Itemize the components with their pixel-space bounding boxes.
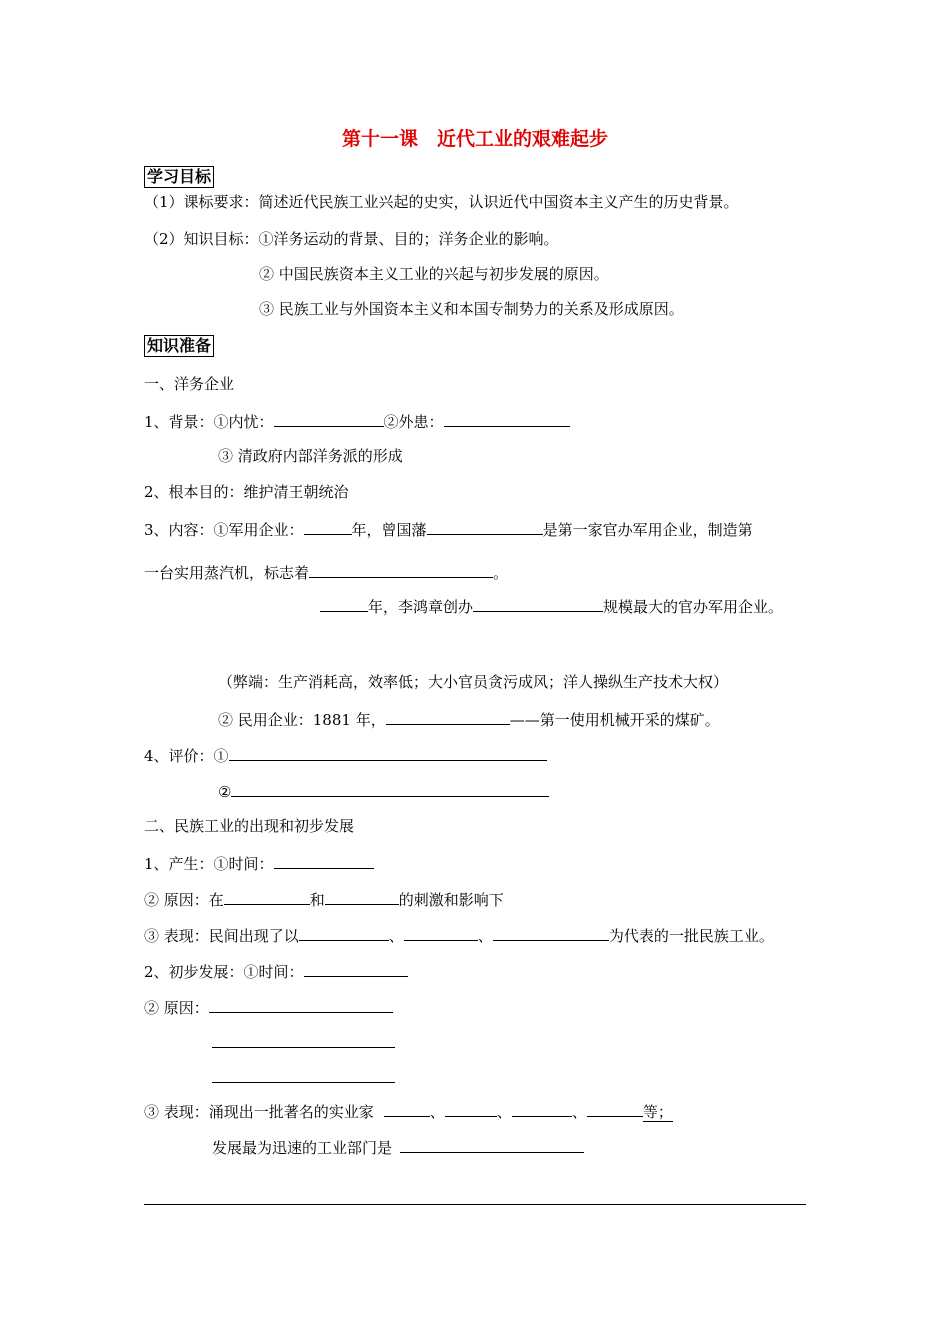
- label: 、: [429, 1103, 445, 1121]
- blank-field[interactable]: [512, 1100, 572, 1117]
- blank-field[interactable]: [386, 708, 510, 725]
- section-heading-prep: 知识准备: [144, 335, 214, 357]
- label: ②: [218, 783, 232, 801]
- part1-heading: 一、洋务企业: [144, 375, 235, 393]
- label: 3、内容：①军用企业：: [144, 521, 304, 539]
- goal-line-1: （1）课标要求：简述近代民族工业兴起的史实，认识近代中国资本主义产生的历史背景。: [144, 193, 739, 211]
- label: ② 原因：在: [144, 891, 224, 909]
- blank-field[interactable]: [299, 924, 389, 941]
- blank-field[interactable]: [309, 561, 493, 578]
- section-heading-goals: 学习目标: [144, 166, 214, 188]
- label: 和: [309, 891, 325, 909]
- blank-field[interactable]: [445, 1100, 497, 1117]
- goal-line-4: ③ 民族工业与外国资本主义和本国专制势力的关系及形成原因。: [259, 300, 684, 318]
- development-reason-line-2: [212, 1031, 395, 1053]
- label: ② 民用企业：1881 年，: [218, 711, 386, 729]
- blank-field[interactable]: [400, 1136, 584, 1153]
- development-performance-line: [144, 1100, 673, 1122]
- label: 为代表的一批民族工业。: [608, 927, 774, 945]
- label: 是第一家官办军用企业，制造第: [542, 521, 753, 539]
- blank-field[interactable]: [231, 780, 549, 797]
- origin-time-line: [144, 852, 374, 874]
- blank-field[interactable]: [427, 518, 543, 535]
- evaluation-line-1: [144, 744, 547, 766]
- blank-field[interactable]: [384, 1100, 430, 1117]
- label: 、: [388, 927, 404, 945]
- label: 规模最大的官办军用企业。: [603, 598, 784, 616]
- blank-field[interactable]: [209, 996, 393, 1013]
- blank-field[interactable]: [325, 888, 399, 905]
- label: 一台实用蒸汽机，标志着: [144, 564, 310, 582]
- blank-field[interactable]: [493, 924, 609, 941]
- part2-heading: 二、民族工业的出现和初步发展: [144, 817, 355, 835]
- label: 。: [493, 564, 509, 582]
- label: 年，李鸿章创办: [368, 598, 474, 616]
- label: 、: [477, 927, 493, 945]
- goal-line-2: （2）知识目标：①洋务运动的背景、目的；洋务企业的影响。: [144, 230, 559, 248]
- label: 发展最为迅速的工业部门是: [212, 1139, 393, 1157]
- civil-enterprise-line: [218, 708, 720, 730]
- footer-rule: [144, 1204, 806, 1205]
- blank-field[interactable]: [304, 518, 352, 535]
- blank-field[interactable]: [224, 888, 310, 905]
- label: 、: [496, 1103, 512, 1121]
- label: 4、评价：①: [144, 747, 229, 765]
- evaluation-line-2: [218, 780, 549, 802]
- blank-field[interactable]: [212, 1066, 395, 1083]
- label: ②外患：: [383, 413, 444, 431]
- development-time-line: [144, 960, 408, 982]
- blank-field[interactable]: [404, 924, 478, 941]
- blank-field[interactable]: [444, 410, 570, 427]
- goal-line-3: ② 中国民族资本主义工业的兴起与初步发展的原因。: [259, 265, 609, 283]
- label: ② 原因：: [144, 999, 209, 1017]
- aim-line: 2、根本目的：维护清王朝统治: [144, 483, 349, 501]
- content-line-2: [144, 561, 508, 583]
- content-line-3: [320, 595, 783, 617]
- label: 的刺激和影响下: [398, 891, 504, 909]
- label: 1、产生：①时间：: [144, 855, 274, 873]
- blank-field[interactable]: [587, 1100, 643, 1117]
- blank-field[interactable]: [229, 744, 547, 761]
- label: ③ 表现：民间出现了以: [144, 927, 299, 945]
- blank-field[interactable]: [304, 960, 408, 977]
- label: 年，曾国藩: [351, 521, 427, 539]
- label: 、: [571, 1103, 587, 1121]
- fastest-sector-line: [212, 1136, 584, 1158]
- blank-field[interactable]: [274, 852, 374, 869]
- label: ③ 表现：涌现出一批著名的实业家: [144, 1103, 374, 1121]
- background-line: [144, 410, 570, 432]
- label: ——第一使用机械开采的煤矿。: [509, 711, 720, 729]
- blank-field[interactable]: [212, 1031, 395, 1048]
- label: 2、初步发展：①时间：: [144, 963, 304, 981]
- page-title: 第十一课 近代工业的艰难起步: [341, 128, 608, 150]
- label: 等；: [642, 1103, 673, 1121]
- label: 1、背景：①内忧：: [144, 413, 274, 431]
- development-reason-line: [144, 996, 393, 1018]
- background-line-3: ③ 清政府内部洋务派的形成: [218, 447, 403, 465]
- blank-field[interactable]: [320, 595, 368, 612]
- content-line-1: [144, 518, 753, 540]
- blank-field[interactable]: [473, 595, 603, 612]
- origin-performance-line: [144, 924, 774, 946]
- drawbacks-line: （弊端：生产消耗高，效率低；大小官员贪污成风；洋人操纵生产技术大权）: [218, 673, 729, 691]
- origin-reason-line: [144, 888, 504, 910]
- development-reason-line-3: [212, 1066, 395, 1088]
- blank-field[interactable]: [274, 410, 384, 427]
